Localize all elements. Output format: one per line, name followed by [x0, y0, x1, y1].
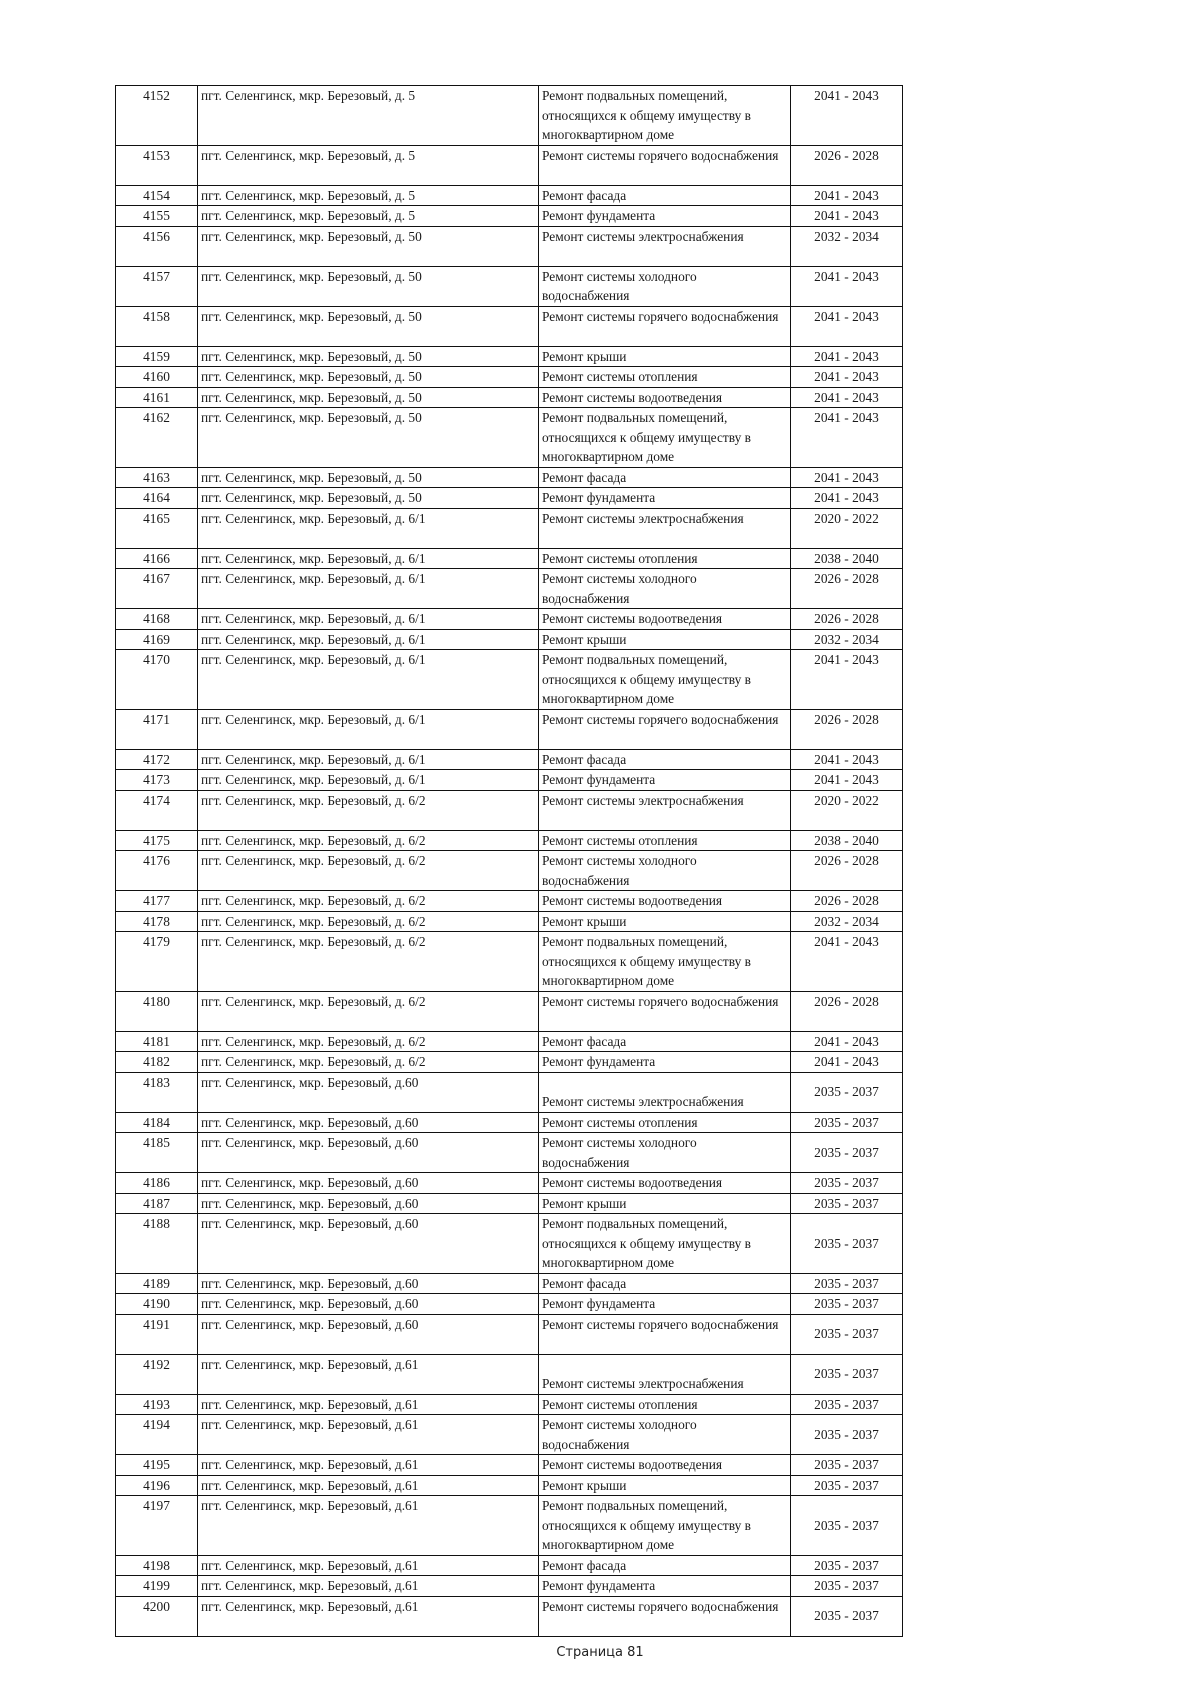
row-number: 4154 — [116, 185, 198, 206]
work-type-cell: Ремонт подвальных помещений, относящихся к общему имуществу в многоквартирном доме — [539, 408, 791, 468]
work-type-cell: Ремонт фасада — [539, 749, 791, 770]
table-row — [116, 508, 903, 548]
table-row — [116, 569, 903, 609]
period-cell: 2035 - 2037 — [791, 1173, 903, 1194]
period-cell: 2041 - 2043 — [791, 86, 903, 146]
row-number: 4168 — [116, 609, 198, 630]
address-cell: пгт. Селенгинск, мкр. Березовый, д.61 — [198, 1596, 539, 1636]
row-number: 4195 — [116, 1455, 198, 1476]
period-cell: 2041 - 2043 — [791, 367, 903, 388]
address-cell: пгт. Селенгинск, мкр. Березовый, д.60 — [198, 1294, 539, 1315]
table-row — [116, 749, 903, 770]
table-row — [116, 1455, 903, 1476]
address-cell: пгт. Селенгинск, мкр. Березовый, д. 6/1 — [198, 508, 539, 548]
period-cell: 2035 - 2037 — [791, 1214, 903, 1274]
row-number: 4172 — [116, 749, 198, 770]
period-cell: 2041 - 2043 — [791, 185, 903, 206]
period-cell: 2041 - 2043 — [791, 1031, 903, 1052]
row-number: 4179 — [116, 932, 198, 992]
address-cell: пгт. Селенгинск, мкр. Березовый, д. 6/1 — [198, 770, 539, 791]
work-type-cell: Ремонт фундамента — [539, 1294, 791, 1315]
row-number: 4153 — [116, 145, 198, 185]
table-row — [116, 408, 903, 468]
table-row — [116, 911, 903, 932]
table-row — [116, 830, 903, 851]
row-number: 4176 — [116, 851, 198, 891]
row-number: 4165 — [116, 508, 198, 548]
address-cell: пгт. Селенгинск, мкр. Березовый, д. 6/1 — [198, 709, 539, 749]
row-number: 4158 — [116, 306, 198, 346]
work-type-cell: Ремонт фундамента — [539, 1576, 791, 1597]
work-type-cell: Ремонт фундамента — [539, 770, 791, 791]
table-row — [116, 1193, 903, 1214]
period-cell: 2020 - 2022 — [791, 508, 903, 548]
table-row — [116, 346, 903, 367]
work-type-cell: Ремонт крыши — [539, 346, 791, 367]
row-number: 4182 — [116, 1052, 198, 1073]
address-cell: пгт. Селенгинск, мкр. Березовый, д. 50 — [198, 467, 539, 488]
row-number: 4167 — [116, 569, 198, 609]
period-cell: 2038 - 2040 — [791, 548, 903, 569]
address-cell: пгт. Селенгинск, мкр. Березовый, д.60 — [198, 1173, 539, 1194]
table-row — [116, 1072, 903, 1112]
period-cell: 2035 - 2037 — [791, 1314, 903, 1354]
period-cell: 2035 - 2037 — [791, 1394, 903, 1415]
work-type-cell: Ремонт системы электроснабжения — [539, 508, 791, 548]
work-type-cell: Ремонт системы холодного водоснабжения — [539, 1415, 791, 1455]
period-cell: 2032 - 2034 — [791, 629, 903, 650]
row-number: 4186 — [116, 1173, 198, 1194]
work-type-cell: Ремонт фундамента — [539, 206, 791, 227]
work-type-cell: Ремонт подвальных помещений, относящихся к общему имуществу в многоквартирном доме — [539, 932, 791, 992]
address-cell: пгт. Селенгинск, мкр. Березовый, д.60 — [198, 1314, 539, 1354]
table-row — [116, 790, 903, 830]
row-number: 4183 — [116, 1072, 198, 1112]
row-number: 4188 — [116, 1214, 198, 1274]
row-number: 4157 — [116, 266, 198, 306]
address-cell: пгт. Селенгинск, мкр. Березовый, д.61 — [198, 1475, 539, 1496]
row-number: 4177 — [116, 891, 198, 912]
period-cell: 2041 - 2043 — [791, 387, 903, 408]
address-cell: пгт. Селенгинск, мкр. Березовый, д.60 — [198, 1133, 539, 1173]
work-type-cell: Ремонт системы горячего водоснабжения — [539, 1596, 791, 1636]
address-cell: пгт. Селенгинск, мкр. Березовый, д.61 — [198, 1394, 539, 1415]
table-row — [116, 770, 903, 791]
work-type-cell: Ремонт системы холодного водоснабжения — [539, 851, 791, 891]
address-cell: пгт. Селенгинск, мкр. Березовый, д. 5 — [198, 145, 539, 185]
work-type-cell: Ремонт системы электроснабжения — [539, 1072, 791, 1112]
work-type-cell: Ремонт системы горячего водоснабжения — [539, 991, 791, 1031]
work-type-cell: Ремонт крыши — [539, 1475, 791, 1496]
address-cell: пгт. Селенгинск, мкр. Березовый, д. 6/2 — [198, 851, 539, 891]
row-number: 4166 — [116, 548, 198, 569]
row-number: 4180 — [116, 991, 198, 1031]
address-cell: пгт. Селенгинск, мкр. Березовый, д. 6/1 — [198, 749, 539, 770]
work-type-cell: Ремонт подвальных помещений, относящихся к общему имуществу в многоквартирном доме — [539, 650, 791, 710]
period-cell: 2035 - 2037 — [791, 1354, 903, 1394]
row-number: 4196 — [116, 1475, 198, 1496]
row-number: 4189 — [116, 1273, 198, 1294]
work-type-cell: Ремонт фасада — [539, 1031, 791, 1052]
row-number: 4159 — [116, 346, 198, 367]
table-row — [116, 650, 903, 710]
table-row — [116, 1576, 903, 1597]
period-cell: 2035 - 2037 — [791, 1555, 903, 1576]
period-cell: 2026 - 2028 — [791, 569, 903, 609]
work-type-cell: Ремонт подвальных помещений, относящихся к общему имуществу в многоквартирном доме — [539, 1496, 791, 1556]
period-cell: 2035 - 2037 — [791, 1133, 903, 1173]
table-row — [116, 488, 903, 509]
period-cell: 2041 - 2043 — [791, 467, 903, 488]
address-cell: пгт. Селенгинск, мкр. Березовый, д.60 — [198, 1072, 539, 1112]
row-number: 4170 — [116, 650, 198, 710]
row-number: 4184 — [116, 1112, 198, 1133]
address-cell: пгт. Селенгинск, мкр. Березовый, д. 5 — [198, 86, 539, 146]
work-type-cell: Ремонт фасада — [539, 1555, 791, 1576]
work-type-cell: Ремонт системы горячего водоснабжения — [539, 145, 791, 185]
table-row — [116, 1214, 903, 1274]
address-cell: пгт. Селенгинск, мкр. Березовый, д. 50 — [198, 367, 539, 388]
table-row — [116, 1173, 903, 1194]
row-number: 4152 — [116, 86, 198, 146]
work-type-cell: Ремонт фасада — [539, 1273, 791, 1294]
row-number: 4193 — [116, 1394, 198, 1415]
period-cell: 2026 - 2028 — [791, 145, 903, 185]
row-number: 4160 — [116, 367, 198, 388]
work-type-cell: Ремонт подвальных помещений, относящихся к общему имуществу в многоквартирном доме — [539, 86, 791, 146]
page-number: Страница 81 — [556, 1645, 644, 1660]
address-cell: пгт. Селенгинск, мкр. Березовый, д. 6/1 — [198, 629, 539, 650]
row-number: 4163 — [116, 467, 198, 488]
period-cell: 2035 - 2037 — [791, 1576, 903, 1597]
period-cell: 2035 - 2037 — [791, 1112, 903, 1133]
address-cell: пгт. Селенгинск, мкр. Березовый, д. 50 — [198, 346, 539, 367]
row-number: 4155 — [116, 206, 198, 227]
row-number: 4178 — [116, 911, 198, 932]
table-row — [116, 1555, 903, 1576]
work-type-cell: Ремонт крыши — [539, 911, 791, 932]
work-type-cell: Ремонт фундамента — [539, 1052, 791, 1073]
work-type-cell: Ремонт системы электроснабжения — [539, 226, 791, 266]
table-row — [116, 1294, 903, 1315]
address-cell: пгт. Селенгинск, мкр. Березовый, д.60 — [198, 1273, 539, 1294]
work-type-cell: Ремонт фасада — [539, 467, 791, 488]
row-number: 4198 — [116, 1555, 198, 1576]
period-cell: 2035 - 2037 — [791, 1475, 903, 1496]
period-cell: 2026 - 2028 — [791, 709, 903, 749]
address-cell: пгт. Селенгинск, мкр. Березовый, д. 50 — [198, 226, 539, 266]
period-cell: 2026 - 2028 — [791, 991, 903, 1031]
period-cell: 2026 - 2028 — [791, 609, 903, 630]
address-cell: пгт. Селенгинск, мкр. Березовый, д. 6/2 — [198, 1052, 539, 1073]
address-cell: пгт. Селенгинск, мкр. Березовый, д. 50 — [198, 488, 539, 509]
address-cell: пгт. Селенгинск, мкр. Березовый, д.60 — [198, 1112, 539, 1133]
table-row — [116, 1133, 903, 1173]
address-cell: пгт. Селенгинск, мкр. Березовый, д. 6/2 — [198, 911, 539, 932]
address-cell: пгт. Селенгинск, мкр. Березовый, д.61 — [198, 1496, 539, 1556]
row-number: 4171 — [116, 709, 198, 749]
address-cell: пгт. Селенгинск, мкр. Березовый, д.61 — [198, 1415, 539, 1455]
period-cell: 2035 - 2037 — [791, 1415, 903, 1455]
period-cell: 2041 - 2043 — [791, 488, 903, 509]
period-cell: 2041 - 2043 — [791, 932, 903, 992]
period-cell: 2041 - 2043 — [791, 346, 903, 367]
address-cell: пгт. Селенгинск, мкр. Березовый, д. 5 — [198, 185, 539, 206]
period-cell: 2041 - 2043 — [791, 770, 903, 791]
address-cell: пгт. Селенгинск, мкр. Березовый, д. 6/2 — [198, 790, 539, 830]
table-row — [116, 206, 903, 227]
work-type-cell: Ремонт системы электроснабжения — [539, 1354, 791, 1394]
table-row — [116, 1394, 903, 1415]
work-type-cell: Ремонт системы холодного водоснабжения — [539, 266, 791, 306]
period-cell: 2041 - 2043 — [791, 749, 903, 770]
table-row — [116, 1273, 903, 1294]
row-number: 4190 — [116, 1294, 198, 1315]
table-row — [116, 709, 903, 749]
address-cell: пгт. Селенгинск, мкр. Березовый, д. 6/1 — [198, 569, 539, 609]
period-cell: 2026 - 2028 — [791, 891, 903, 912]
address-cell: пгт. Селенгинск, мкр. Березовый, д. 50 — [198, 306, 539, 346]
table-row — [116, 1475, 903, 1496]
table-row — [116, 548, 903, 569]
address-cell: пгт. Селенгинск, мкр. Березовый, д. 6/1 — [198, 548, 539, 569]
work-type-cell: Ремонт системы холодного водоснабжения — [539, 1133, 791, 1173]
address-cell: пгт. Селенгинск, мкр. Березовый, д. 50 — [198, 266, 539, 306]
work-type-cell: Ремонт системы горячего водоснабжения — [539, 306, 791, 346]
period-cell: 2041 - 2043 — [791, 306, 903, 346]
table-row — [116, 1415, 903, 1455]
row-number: 4194 — [116, 1415, 198, 1455]
table-row — [116, 145, 903, 185]
work-type-cell: Ремонт системы электроснабжения — [539, 790, 791, 830]
address-cell: пгт. Селенгинск, мкр. Березовый, д. 6/1 — [198, 650, 539, 710]
table-row — [116, 1496, 903, 1556]
period-cell: 2038 - 2040 — [791, 830, 903, 851]
work-type-cell: Ремонт системы отопления — [539, 367, 791, 388]
address-cell: пгт. Селенгинск, мкр. Березовый, д.61 — [198, 1576, 539, 1597]
work-type-cell: Ремонт системы отопления — [539, 830, 791, 851]
period-cell: 2035 - 2037 — [791, 1072, 903, 1112]
row-number: 4175 — [116, 830, 198, 851]
row-number: 4156 — [116, 226, 198, 266]
address-cell: пгт. Селенгинск, мкр. Березовый, д. 50 — [198, 387, 539, 408]
table-row — [116, 891, 903, 912]
row-number: 4169 — [116, 629, 198, 650]
table-row — [116, 387, 903, 408]
period-cell: 2041 - 2043 — [791, 650, 903, 710]
period-cell: 2041 - 2043 — [791, 266, 903, 306]
address-cell: пгт. Селенгинск, мкр. Березовый, д. 6/2 — [198, 1031, 539, 1052]
row-number: 4197 — [116, 1496, 198, 1556]
table-row — [116, 1596, 903, 1636]
work-type-cell: Ремонт системы водоотведения — [539, 891, 791, 912]
row-number: 4173 — [116, 770, 198, 791]
period-cell: 2035 - 2037 — [791, 1596, 903, 1636]
work-type-cell: Ремонт системы отопления — [539, 548, 791, 569]
address-cell: пгт. Селенгинск, мкр. Березовый, д. 50 — [198, 408, 539, 468]
table-row — [116, 1031, 903, 1052]
table-row — [116, 226, 903, 266]
work-type-cell: Ремонт системы отопления — [539, 1112, 791, 1133]
table-row — [116, 1354, 903, 1394]
period-cell: 2041 - 2043 — [791, 1052, 903, 1073]
row-number: 4199 — [116, 1576, 198, 1597]
table-row — [116, 609, 903, 630]
period-cell: 2020 - 2022 — [791, 790, 903, 830]
table-row — [116, 629, 903, 650]
row-number: 4162 — [116, 408, 198, 468]
address-cell: пгт. Селенгинск, мкр. Березовый, д. 6/1 — [198, 609, 539, 630]
period-cell: 2041 - 2043 — [791, 206, 903, 227]
work-type-cell: Ремонт крыши — [539, 629, 791, 650]
row-number: 4181 — [116, 1031, 198, 1052]
work-type-cell: Ремонт фундамента — [539, 488, 791, 509]
period-cell: 2026 - 2028 — [791, 851, 903, 891]
table-row — [116, 991, 903, 1031]
work-type-cell: Ремонт системы водоотведения — [539, 1455, 791, 1476]
address-cell: пгт. Селенгинск, мкр. Березовый, д.60 — [198, 1214, 539, 1274]
table-row — [116, 851, 903, 891]
table-row — [116, 306, 903, 346]
row-number: 4185 — [116, 1133, 198, 1173]
address-cell: пгт. Селенгинск, мкр. Березовый, д. 6/2 — [198, 830, 539, 851]
row-number: 4174 — [116, 790, 198, 830]
address-cell: пгт. Селенгинск, мкр. Березовый, д.61 — [198, 1455, 539, 1476]
address-cell: пгт. Селенгинск, мкр. Березовый, д.60 — [198, 1193, 539, 1214]
table-row — [116, 467, 903, 488]
table-row — [116, 932, 903, 992]
address-cell: пгт. Селенгинск, мкр. Березовый, д. 6/2 — [198, 991, 539, 1031]
address-cell: пгт. Селенгинск, мкр. Березовый, д.61 — [198, 1555, 539, 1576]
work-type-cell: Ремонт системы холодного водоснабжения — [539, 569, 791, 609]
table-row — [116, 367, 903, 388]
period-cell: 2035 - 2037 — [791, 1273, 903, 1294]
row-number: 4191 — [116, 1314, 198, 1354]
row-number: 4200 — [116, 1596, 198, 1636]
period-cell: 2032 - 2034 — [791, 226, 903, 266]
table-row — [116, 1112, 903, 1133]
address-cell: пгт. Селенгинск, мкр. Березовый, д. 5 — [198, 206, 539, 227]
repair-schedule-table — [115, 85, 903, 1637]
period-cell: 2035 - 2037 — [791, 1496, 903, 1556]
work-type-cell: Ремонт системы горячего водоснабжения — [539, 709, 791, 749]
row-number: 4164 — [116, 488, 198, 509]
row-number: 4187 — [116, 1193, 198, 1214]
table-row — [116, 185, 903, 206]
table-row — [116, 1314, 903, 1354]
address-cell: пгт. Селенгинск, мкр. Березовый, д.61 — [198, 1354, 539, 1394]
work-type-cell: Ремонт крыши — [539, 1193, 791, 1214]
period-cell: 2041 - 2043 — [791, 408, 903, 468]
work-type-cell: Ремонт системы водоотведения — [539, 1173, 791, 1194]
period-cell: 2035 - 2037 — [791, 1455, 903, 1476]
table-row — [116, 1052, 903, 1073]
period-cell: 2032 - 2034 — [791, 911, 903, 932]
address-cell: пгт. Селенгинск, мкр. Березовый, д. 6/2 — [198, 891, 539, 912]
row-number: 4192 — [116, 1354, 198, 1394]
period-cell: 2035 - 2037 — [791, 1294, 903, 1315]
row-number: 4161 — [116, 387, 198, 408]
table-row — [116, 86, 903, 146]
period-cell: 2035 - 2037 — [791, 1193, 903, 1214]
address-cell: пгт. Селенгинск, мкр. Березовый, д. 6/2 — [198, 932, 539, 992]
work-type-cell: Ремонт подвальных помещений, относящихся к общему имуществу в многоквартирном доме — [539, 1214, 791, 1274]
table-row — [116, 266, 903, 306]
table-body — [116, 86, 903, 1637]
work-type-cell: Ремонт системы водоотведения — [539, 609, 791, 630]
work-type-cell: Ремонт системы водоотведения — [539, 387, 791, 408]
work-type-cell: Ремонт системы отопления — [539, 1394, 791, 1415]
work-type-cell: Ремонт фасада — [539, 185, 791, 206]
work-type-cell: Ремонт системы горячего водоснабжения — [539, 1314, 791, 1354]
